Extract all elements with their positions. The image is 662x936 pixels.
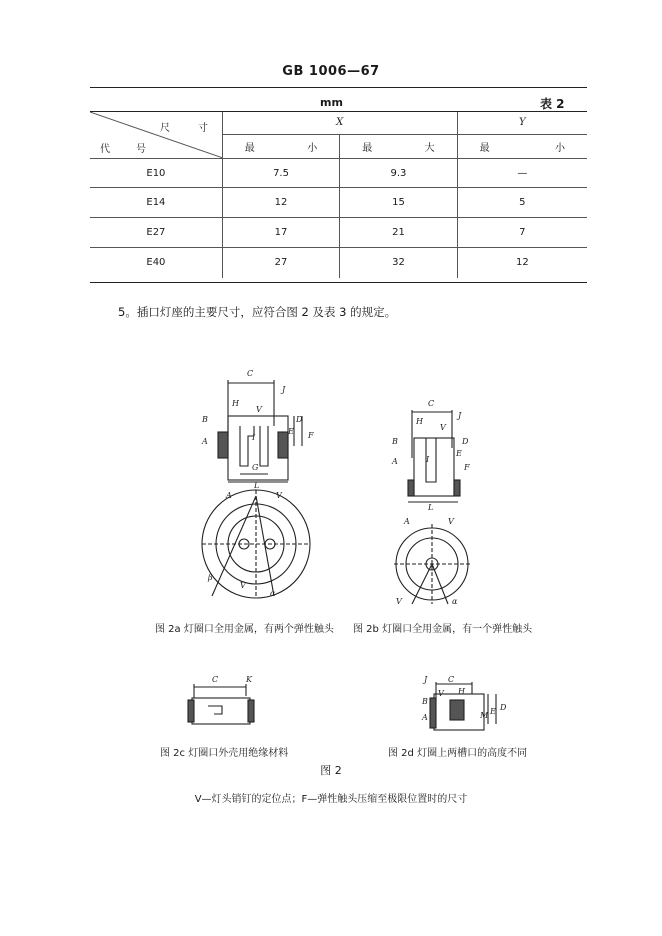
label-v: V bbox=[256, 405, 262, 414]
row-code: E27 bbox=[90, 218, 222, 248]
label-j: J bbox=[458, 411, 462, 420]
label-e: E bbox=[456, 449, 462, 458]
figure-2c-caption: 图 2c 灯圈口外壳用绝缘材料 bbox=[160, 748, 289, 759]
row-code: E14 bbox=[90, 188, 222, 218]
col-y-label: Y bbox=[519, 117, 526, 128]
cell-x-min: 27 bbox=[222, 248, 339, 278]
dimension-table bbox=[90, 112, 587, 278]
col-x-label: X bbox=[336, 117, 344, 128]
label-alpha: α bbox=[270, 589, 276, 598]
x-max-header: 最 大 bbox=[339, 135, 456, 158]
col-x-header bbox=[222, 112, 457, 159]
label-beta: β bbox=[208, 573, 213, 582]
corner-label-3: 代 bbox=[100, 144, 110, 155]
label-k: K bbox=[246, 675, 252, 684]
cell-x-max: 9.3 bbox=[340, 159, 457, 188]
label-f: F bbox=[308, 431, 314, 440]
cell-y-min: 12 bbox=[457, 248, 587, 278]
label-a2: A bbox=[226, 491, 232, 500]
table-row bbox=[90, 218, 587, 248]
figure-2d-drawing bbox=[420, 674, 514, 734]
table-row bbox=[90, 188, 587, 218]
label-j: J bbox=[282, 385, 286, 394]
corner-label-4: 号 bbox=[136, 144, 146, 155]
cell-y-min: — bbox=[457, 159, 587, 188]
label-h: H bbox=[458, 687, 465, 696]
label-a: A bbox=[422, 713, 428, 722]
figure-2a-drawing bbox=[190, 366, 320, 608]
label-a2: A bbox=[404, 517, 410, 526]
label-e: E bbox=[490, 707, 496, 716]
x-min-header: 最 小 bbox=[244, 143, 318, 154]
label-i: I bbox=[426, 455, 430, 464]
label-c: C bbox=[448, 675, 455, 684]
label-v: V bbox=[440, 423, 446, 432]
top-rule bbox=[90, 87, 587, 88]
table-bottom-rule bbox=[90, 282, 587, 283]
cell-x-min: 7.5 bbox=[222, 159, 339, 188]
label-v3: V bbox=[396, 597, 402, 606]
table-row bbox=[90, 159, 587, 188]
row-code: E10 bbox=[90, 159, 222, 188]
figure-2b-caption: 图 2b 灯圈口全用金属，有一个弹性触头 bbox=[353, 624, 533, 635]
corner-label-2: 寸 bbox=[198, 123, 208, 134]
label-m: M bbox=[480, 711, 489, 720]
figure-2d-caption: 图 2d 灯圈上两槽口的高度不同 bbox=[388, 748, 528, 759]
label-c: C bbox=[428, 399, 435, 408]
cell-x-max: 21 bbox=[340, 218, 457, 248]
label-i: I bbox=[252, 433, 256, 442]
label-d: D bbox=[500, 703, 507, 712]
label-b: B bbox=[202, 415, 208, 424]
figure-title: 图 2 bbox=[320, 764, 342, 777]
label-b: B bbox=[392, 437, 398, 446]
label-a: A bbox=[392, 457, 398, 466]
label-d: D bbox=[296, 415, 303, 424]
table-unit: mm bbox=[320, 96, 343, 109]
label-v3: V bbox=[240, 581, 246, 590]
label-v2: V bbox=[448, 517, 454, 526]
label-f: F bbox=[464, 463, 470, 472]
label-e: E bbox=[288, 427, 294, 436]
clause-5-text: 5。插口灯座的主要尺寸，应符合图 2 及表 3 的规定。 bbox=[118, 305, 397, 319]
label-h: H bbox=[232, 399, 239, 408]
label-alpha: α bbox=[452, 597, 458, 606]
label-h: H bbox=[416, 417, 423, 426]
table-row bbox=[90, 248, 587, 278]
corner-label-1: 尺 bbox=[160, 123, 170, 134]
y-min-header: 最 小 bbox=[458, 134, 587, 158]
label-v2: V bbox=[276, 491, 282, 500]
label-j: J bbox=[424, 675, 428, 684]
label-d: D bbox=[462, 437, 469, 446]
cell-x-max: 15 bbox=[340, 188, 457, 218]
label-c: C bbox=[212, 675, 219, 684]
col-y-header bbox=[457, 112, 587, 159]
label-l: L bbox=[254, 481, 260, 490]
figure-2a-caption: 图 2a 灯圈口全用金属，有两个弹性触头 bbox=[155, 624, 334, 635]
cell-y-min: 5 bbox=[457, 188, 587, 218]
label-g: G bbox=[252, 463, 259, 472]
row-code: E40 bbox=[90, 248, 222, 278]
label-v: V bbox=[438, 689, 444, 698]
figure-legend: V—灯头销钉的定位点；F—弹性触头压缩至极限位置时的尺寸 bbox=[194, 794, 468, 805]
cell-y-min: 7 bbox=[457, 218, 587, 248]
figure-2c-drawing bbox=[184, 674, 258, 730]
label-b: B bbox=[422, 697, 428, 706]
label-a: A bbox=[202, 437, 208, 446]
cell-x-max: 32 bbox=[340, 248, 457, 278]
table-corner-cell bbox=[90, 112, 222, 159]
label-l: L bbox=[428, 503, 434, 512]
document-code: GB 1006—67 bbox=[282, 64, 380, 79]
cell-x-min: 12 bbox=[222, 188, 339, 218]
table-number: 表 2 bbox=[540, 97, 565, 111]
label-c: C bbox=[247, 369, 254, 378]
figure-2b-drawing bbox=[388, 398, 472, 610]
cell-x-min: 17 bbox=[222, 218, 339, 248]
